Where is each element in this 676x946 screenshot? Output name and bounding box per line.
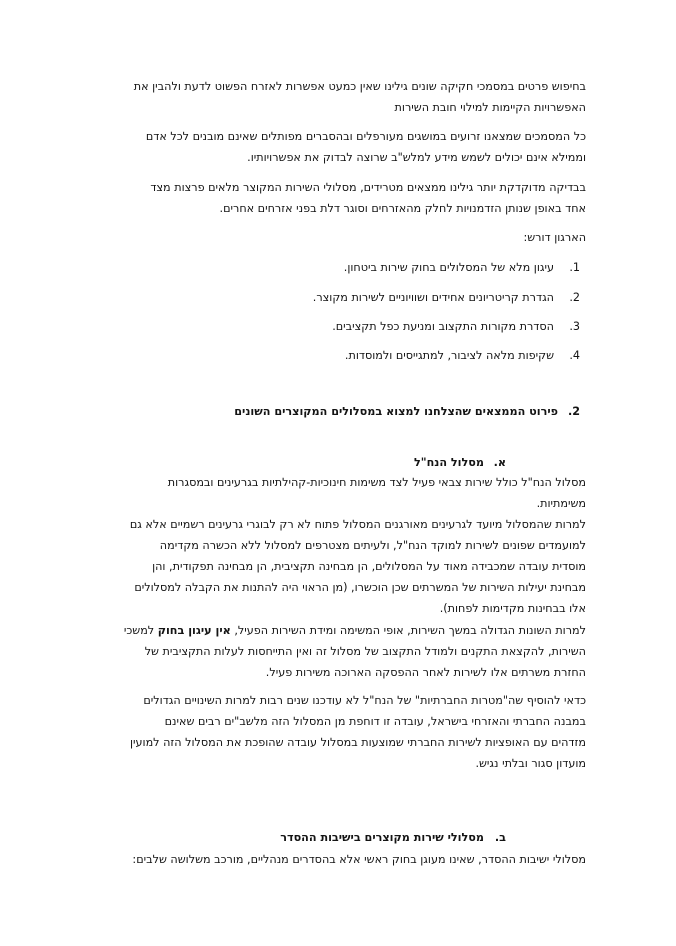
text-line: מסלול הנח"ל כולל שירות צבאי פעיל לצד משימות חינוכיות-קהילתיות בגרעינים ובמסגרות: [167, 476, 586, 489]
text-line: הארגון דורש:: [523, 231, 586, 244]
text-line: במבנה החברתי והאזרחי בישראל, עובדה זו דוחפת מן המסלול הזה מלשב"ים רבים שאינם: [164, 715, 586, 728]
subsection-b-heading: [280, 827, 506, 848]
nahal-paragraph-3: [100, 620, 586, 683]
demand-item-3: [100, 316, 580, 337]
demand-item-4: [100, 345, 580, 366]
text-line: אלו בבחינות מקדימות לפחות).: [439, 602, 586, 615]
subsection-a-heading: [414, 452, 506, 473]
text-line: מוסדית עובדה שמכבידה מאוד על המסלולים, הן מבחינה תקציבית, הן מבחינה תפקודית, והן: [152, 560, 586, 573]
text-line: מבחינת יעילות השירות של המשרתים שכן הוכשרו, (מן הראוי היה להתנות את הקבלה למסלולים: [134, 581, 586, 594]
text-line: בחיפוש פרטים במסמכי חקיקה שונים גילינו שאין כמעט אפשרות לאזרח הפשוט לדעת ולהבין את: [133, 80, 586, 93]
text-line: מועדון סגור ובלתי נגיש.: [475, 757, 586, 770]
demand-item-1: [100, 257, 580, 278]
list-text: הגדרת קריטריונים אחידים ושוויוניים לשירות מקוצר.: [312, 291, 554, 304]
subsection-title: מסלול הנח"ל: [413, 456, 484, 469]
section-number: 2.: [567, 405, 580, 418]
demand-item-2: [100, 287, 580, 308]
section-title: פירוט הממצאים שהצלחנו למצוא במסלולים המקוצרים השונים: [234, 405, 558, 418]
text-line: כדאי להוסיף שה"מטרות החברתיות" של הנח"ל לא עודכנו שנים רבות למרות השינויים הגדולים: [143, 694, 586, 707]
text-line: החזרת משרתים אלו לשירות לאחר ההפסקה הארוכה משירות פעיל.: [265, 666, 586, 679]
text-line: משימתיות.: [536, 497, 586, 510]
text-line: למועמדים שפונים לשירות למוקד הנח"ל, ולעיתים מצטרפים למסלול ללא הכשרה מקדימה: [159, 539, 586, 552]
intro-paragraph-1: [100, 76, 586, 118]
subsection-number: א.: [493, 456, 506, 469]
list-number: 1.: [569, 261, 580, 274]
emphasis-text: אין עיגון בחוק: [157, 624, 231, 637]
text-line: מסלולי ישיבות ההסדר, שאינו מעוגן בחוק ראשי אלא בהסדרים מנהליים, מורכב משלושה שלבים:: [132, 853, 586, 866]
text-line: מזדהים עם האופציות לשירות החברתי שמוצעות במסלול עובדה שהופכת את המסלול הזה למועין: [129, 736, 586, 749]
list-text: עיגון מלא של המסלולים בחוק שירות ביטחון.: [343, 261, 554, 274]
text-line: השירות, להקצאת התקנים ולמודל התקצוב של מסלול זה ואין התייחסות לעלות התקציבית של: [144, 645, 586, 658]
text-line: אחד באופן שנותן הזדמנויות לחלק מהאזרחים וסוגר דלת בפני אזרחים אחרים.: [219, 202, 586, 215]
text-line: למרות שהמסלול מיועד לגרעינים מאורגנים המסלול פתוח לא רק לבוגרי גרעינים רשמיים אלא גם: [129, 518, 586, 531]
list-text: שקיפות מלאה לציבור, למתגייסים ולמוסדות.: [344, 349, 554, 362]
text-fragment: למשכי: [123, 624, 158, 637]
list-text: הסדרת מקורות התקצוב ומניעת כפל תקציבים.: [332, 320, 554, 333]
text-line: [100, 620, 586, 641]
list-number: 2.: [569, 291, 580, 304]
intro-paragraph-2: [100, 126, 586, 168]
text-line: בבדיקה מדוקדקת יותר גילינו ממצאים מטרידים, מסלולי השירות המקוצר מלאים פרצות מצד: [150, 181, 586, 194]
nahal-paragraph-2: [100, 514, 586, 619]
nahal-paragraph-4: [100, 690, 586, 774]
text-line: כל המסמכים שמצאנו זרועים במושגים מעורפלים ובהסברים מפותלים שאינם מובנים לכל אדם: [145, 130, 586, 143]
text-fragment: למרות השונות הגדולה במשך השירות, אופי המשימה ומידת השירות הפעיל,: [230, 624, 586, 637]
nahal-paragraph-1: [100, 472, 586, 514]
list-number: 4.: [569, 349, 580, 362]
subsection-title: מסלולי שירות מקוצרים בישיבות ההסדר: [280, 831, 484, 844]
yeshiva-paragraph-1: [100, 849, 586, 870]
section-2-heading: [234, 401, 580, 422]
text-line: וממילא אינם יכולים לשמש מידע למלש"ב שרוצה לבדוק את אפשרויותיו.: [247, 151, 586, 164]
subsection-number: ב.: [494, 831, 506, 844]
text-line: האפשרויות הקיימות למילוי חובת השירות: [394, 101, 586, 114]
intro-paragraph-3: [100, 177, 586, 219]
list-number: 3.: [569, 320, 580, 333]
org-demands-label: [100, 227, 586, 248]
